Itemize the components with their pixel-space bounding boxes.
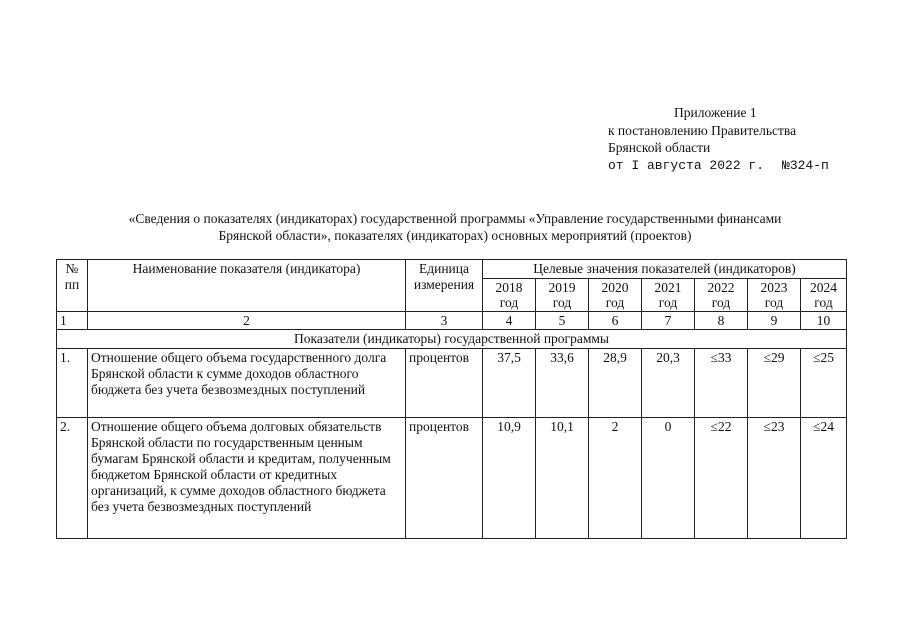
indicator-value: ≤22 <box>695 418 748 539</box>
indicator-value: 10,9 <box>483 418 536 539</box>
appendix-number: №324-п <box>782 157 829 173</box>
appendix-decree-line: к постановлению Правительства <box>608 122 797 138</box>
indicator-value: ≤29 <box>748 349 801 418</box>
indicator-value: 28,9 <box>589 349 642 418</box>
indicator-value: ≤23 <box>748 418 801 539</box>
column-number: 7 <box>642 312 695 330</box>
section-row <box>57 330 847 349</box>
indicator-value: ≤33 <box>695 349 748 418</box>
appendix-date: от I августа 2022 г. <box>608 157 765 173</box>
header-year: 2019 год <box>536 279 589 312</box>
column-number: 9 <box>748 312 801 330</box>
header-year: 2018 год <box>483 279 536 312</box>
indicator-value: ≤24 <box>801 418 847 539</box>
column-number-row <box>57 312 847 330</box>
header-year: 2022 год <box>695 279 748 312</box>
column-number: 5 <box>536 312 589 330</box>
table-header-row <box>57 260 847 279</box>
column-number: 1 <box>57 312 88 330</box>
header-num: № пп <box>57 260 88 312</box>
indicator-value: 33,6 <box>536 349 589 418</box>
document-title <box>60 210 850 244</box>
header-unit: Единица измерения <box>406 260 483 312</box>
appendix-date-line <box>608 157 829 175</box>
indicator-value: 2 <box>589 418 642 539</box>
header-name: Наименование показателя (индикатора) <box>88 260 406 312</box>
row-number: 1. <box>57 349 88 418</box>
indicator-value: 10,1 <box>536 418 589 539</box>
header-year: 2024 год <box>801 279 847 312</box>
appendix-title: Приложение 1 <box>674 105 757 120</box>
indicators-table <box>56 259 847 539</box>
indicator-unit: процентов <box>406 418 483 539</box>
section-title: Показатели (индикаторы) государственной программы <box>57 330 847 349</box>
indicator-value: 37,5 <box>483 349 536 418</box>
column-number: 2 <box>88 312 406 330</box>
table-row <box>57 349 847 418</box>
indicator-unit: процентов <box>406 349 483 418</box>
header-year: 2021 год <box>642 279 695 312</box>
indicator-value: 0 <box>642 418 695 539</box>
column-number: 4 <box>483 312 536 330</box>
header-targets: Целевые значения показателей (индикаторов) <box>483 260 847 279</box>
appendix-block <box>608 104 829 174</box>
document-title-line-1: «Сведения о показателях (индикаторах) государственной программы «Управление государственными финансами <box>128 211 782 226</box>
document-title-line-2: Брянской области», показателях (индикаторах) основных мероприятий (проектов) <box>218 228 692 243</box>
column-number: 8 <box>695 312 748 330</box>
indicator-value: ≤25 <box>801 349 847 418</box>
table-row <box>57 418 847 539</box>
row-number: 2. <box>57 418 88 539</box>
column-number: 3 <box>406 312 483 330</box>
indicator-value: 20,3 <box>642 349 695 418</box>
header-year: 2020 год <box>589 279 642 312</box>
indicator-name: Отношение общего объема долговых обязательств Брянской области по государственным ценным бумагам Брянской области и кредитам, полученным бюджетом Брянской области от кредитных организаций, к сумме доходов областного бюджета без учета безвозмездных поступлений <box>88 418 406 539</box>
header-year: 2023 год <box>748 279 801 312</box>
indicator-name: Отношение общего объема государственного долга Брянской области к сумме доходов областного бюджета без учета безвозмездных поступлений <box>88 349 406 418</box>
column-number: 10 <box>801 312 847 330</box>
appendix-region-line: Брянской области <box>608 140 711 155</box>
column-number: 6 <box>589 312 642 330</box>
